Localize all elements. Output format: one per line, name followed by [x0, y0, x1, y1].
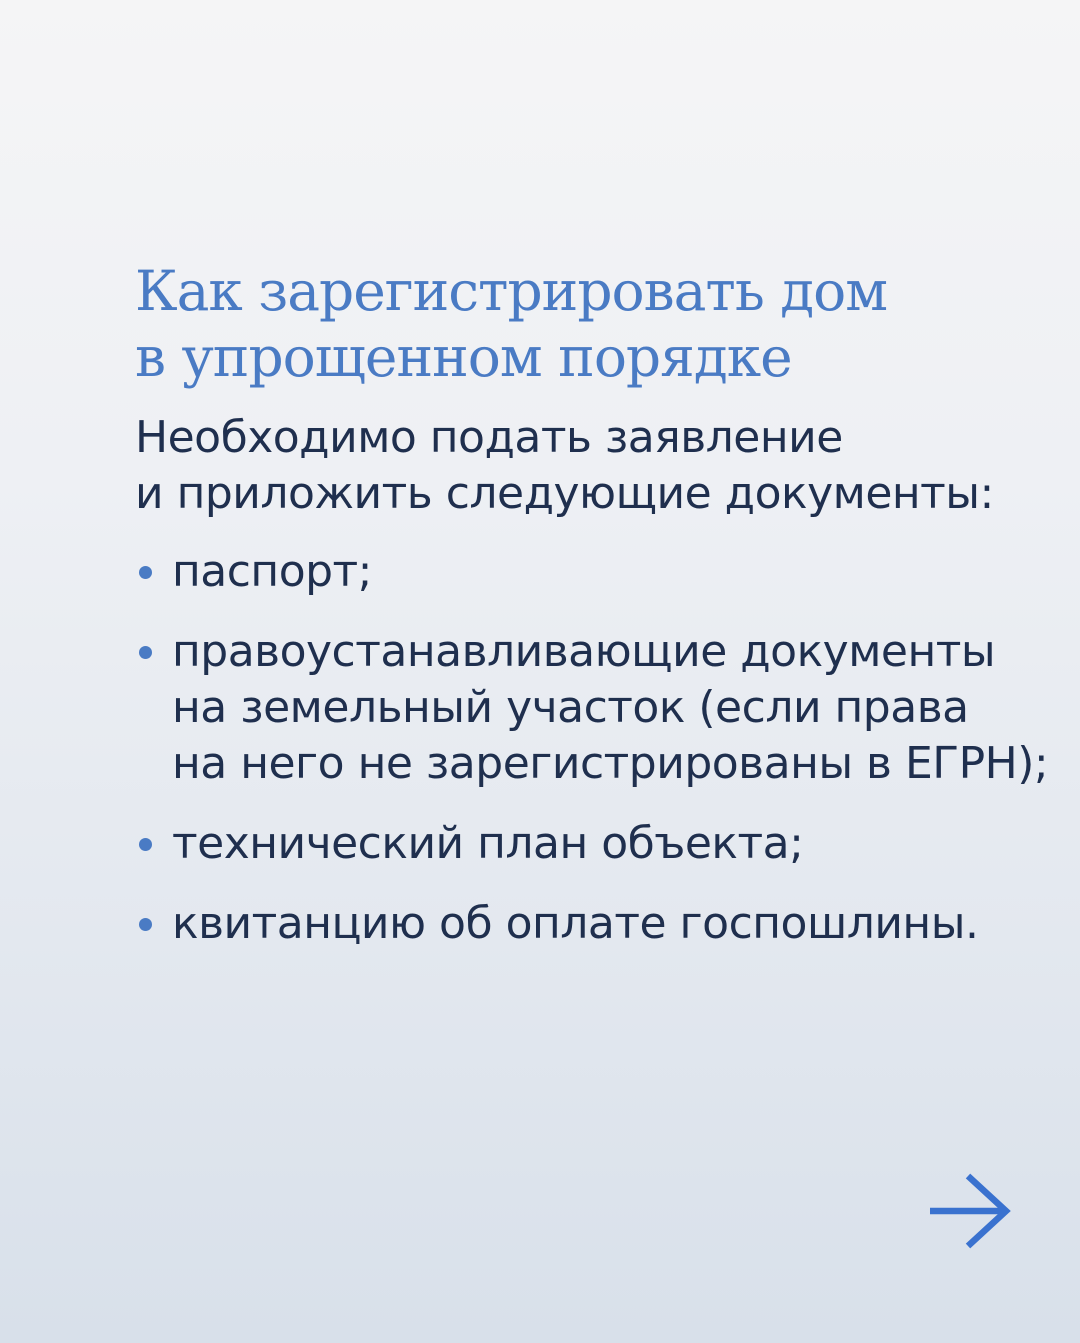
list-item-line: правоустанавливающие документы [172, 626, 996, 677]
slide-title [135, 258, 1015, 390]
arrow-right-icon[interactable] [926, 1172, 1014, 1250]
bullet-icon [139, 646, 152, 659]
bullet-icon [139, 838, 152, 851]
list-item-line: паспорт; [172, 546, 372, 597]
list-item-line: квитанцию об оплате госпошлины. [172, 898, 979, 949]
list-item-line: на земельный участок (если права [172, 682, 969, 733]
title-line-1: Как зарегистрировать дом [135, 259, 888, 323]
bullet-icon [139, 918, 152, 931]
bullet-icon [139, 566, 152, 579]
title-line-2: в упрощенном порядке [135, 325, 792, 389]
intro-line-2: и приложить следующие документы: [135, 468, 994, 519]
documents-list [135, 544, 1049, 952]
list-item-technical-plan [135, 816, 1015, 872]
slide-content [135, 258, 1049, 976]
list-item-fee-receipt [135, 896, 1015, 952]
intro-text [135, 410, 1015, 522]
list-item-line: технический план объекта; [172, 818, 804, 869]
list-item-land-documents [135, 624, 1049, 792]
list-item-line: на него не зарегистрированы в ЕГРН); [172, 738, 1049, 789]
intro-line-1: Необходимо подать заявление [135, 412, 843, 463]
list-item-passport [135, 544, 1015, 600]
